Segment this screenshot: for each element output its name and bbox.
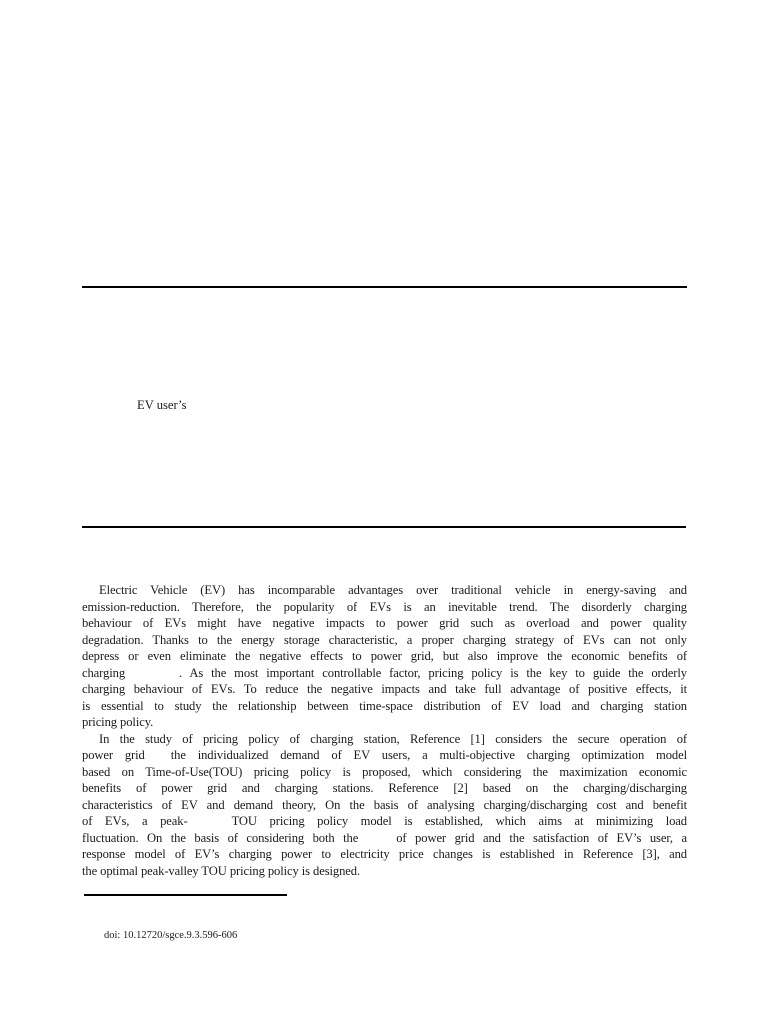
redacted-gap [188, 824, 232, 825]
footnote-rule [84, 894, 287, 896]
body-text [82, 582, 687, 879]
text-line: based on Time-of-Use(TOU) pricing policy is proposed, which considering the maximization economic [82, 764, 687, 779]
redacted-gap [125, 676, 179, 677]
text-line: behaviour of EVs might have negative impacts to power grid such as overload and power quality [82, 616, 687, 630]
text-line: benefits of power grid and charging stations. Reference [2] based on the charging/discharging [82, 781, 687, 795]
paragraph [82, 582, 687, 731]
text-line: is essential to study the relationship between time-space distribution of EV load and charging station [82, 698, 687, 713]
section-rule [82, 526, 686, 528]
text-line: power grid the individualized demand of EV users, a multi-objective charging optimization model [82, 748, 687, 762]
paragraph [82, 731, 687, 880]
text-line: charging behaviour of EVs. To reduce the negative impacts and take full advantage of positive effects, it [82, 682, 687, 696]
text-line: response model of EV’s charging power to electricity price changes is established in Reference [3], and [82, 847, 687, 861]
text-line: charging . As the most important controllable factor, pricing policy is the key to guide the orderly [82, 665, 687, 680]
text-line: depress or even eliminate the negative effects to power grid, but also improve the economic benefits of [82, 649, 687, 663]
text-line: Electric Vehicle (EV) has incomparable advantages over traditional vehicle in energy-saving and [99, 583, 687, 597]
redacted-gap [358, 841, 396, 842]
abstract-fragment-text: EV user’s [137, 398, 187, 412]
text-line: fluctuation. On the basis of considering both the of power grid and the satisfaction of EV’s user, a [82, 830, 687, 845]
text-line: the optimal peak-valley TOU pricing policy is designed. [82, 863, 361, 878]
text-line: degradation. Thanks to the energy storage characteristic, a proper charging strategy of EVs can not only [82, 632, 687, 647]
doi-text: doi: 10.12720/sgce.9.3.596-606 [104, 930, 238, 941]
text-line: characteristics of EV and demand theory, On the basis of analysing charging/discharging cost and benefit [82, 797, 687, 812]
redacted-gap [145, 758, 171, 759]
text-line: pricing policy. [82, 715, 154, 729]
text-line: of EVs, a peak- TOU pricing policy model is established, which aims at minimizing load [82, 814, 687, 828]
text-line: In the study of pricing policy of charging station, Reference [1] considers the secure operation of [99, 731, 687, 746]
header-rule [82, 286, 687, 288]
text-line: emission-reduction. Therefore, the popularity of EVs is an inevitable trend. The disorderly charging [82, 599, 687, 614]
